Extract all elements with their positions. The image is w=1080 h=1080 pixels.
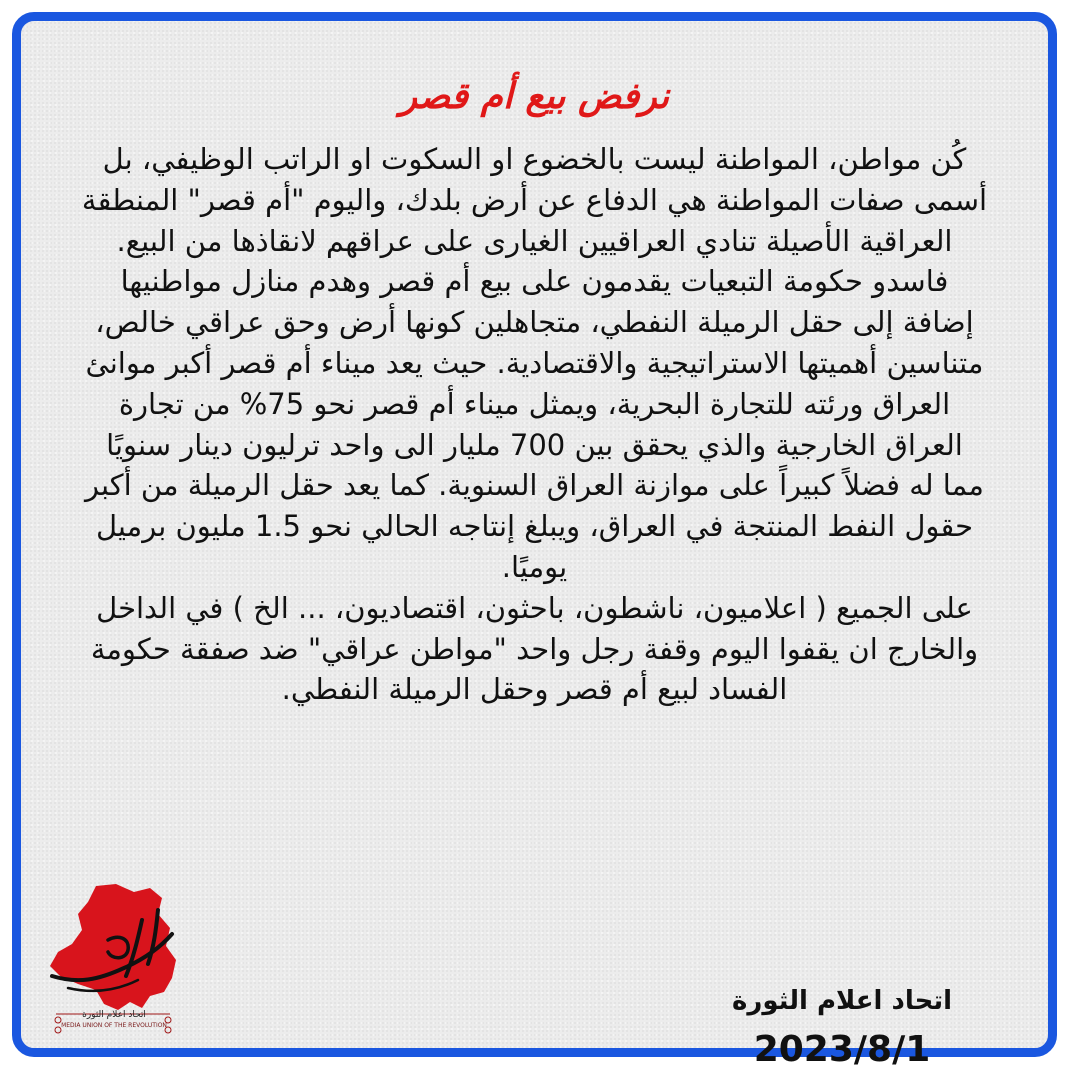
body-paragraph-1: كُن مواطن، المواطنة ليست بالخضوع او السكوت او الراتب الوظيفي، بل أسمى صفات المواطنة هي الدفاع عن أرض بلدك، واليوم "أم قصر" المنطقة العراقية الأصيلة تنادي العراقيين الغيارى على عراقهم لانقاذها من البيع. — [81, 142, 988, 258]
post-body — [81, 139, 988, 710]
signature-block — [732, 981, 952, 1073]
body-paragraph-2: فاسدو حكومة التبعيات يقدمون على بيع أم قصر وهدم منازل مواطنيها إضافة إلى حقل الرميلة النفطي، متجاهلين كونها أرض وحق عراقي خالص، متناسين أهميتها الاستراتيجية والاقتصادية. حيث يعد ميناء أم قصر أكبر موانئ العراق ورئته للتجارة البحرية، ويمثل ميناء أم قصر نحو 75% من تجارة العراق الخارجية والذي يحقق بين 700 مليار الى واحد ترليون دينار سنويًا مما له فضلاً كبيراً على موازنة العراق السنوية. كما يعد حقل الرميلة من أكبر حقول النفط المنتجة في العراق، ويبلغ إنتاجه الحالي نحو 1.5 مليون برميل يوميًا. — [85, 264, 984, 584]
logo-caption-english: MEDIA UNION OF THE REVOLUTION — [61, 1022, 167, 1029]
signature-date: 2023/8/1 — [753, 1029, 931, 1070]
signature-organization: اتحاد اعلام الثورة — [732, 986, 952, 1016]
body-paragraph-3: على الجميع ( اعلاميون، ناشطون، باحثون، اقتصاديون، ... الخ ) في الداخل والخارج ان يقفوا اليوم وقفة رجل واحد "مواطن عراقي" ضد صفقة حكومة الفساد لبيع أم قصر وحقل الرميلة النفطي. — [90, 590, 979, 707]
logo-caption-arabic: اتحاد اعلام الثورة — [82, 1010, 146, 1020]
post-title: نرفض بيع أم قصر — [399, 76, 670, 117]
